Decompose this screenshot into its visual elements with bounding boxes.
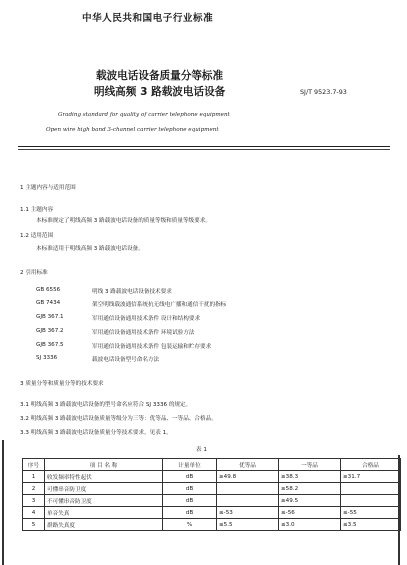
table-cell: ≥38.3: [279, 471, 341, 483]
table-row: [23, 507, 401, 519]
table-cell: 单音失真: [45, 507, 163, 519]
reference-code: GJB 367.2: [36, 328, 64, 334]
reference-title: 载波电话设备型号命名方法: [92, 357, 160, 363]
section-1-2-heading: 1.2 适用范围: [20, 233, 54, 239]
table-cell: dB: [163, 471, 217, 483]
english-title-line1: Grading standard for quality of carrier telephone equipment: [58, 112, 230, 118]
table-cell: 3: [23, 495, 45, 507]
title-rule-bottom: [18, 149, 390, 150]
reference-code: GB 6556: [36, 287, 61, 293]
table-cell: [217, 495, 279, 507]
doc-title-line2: 明线高频 3 路载波电话设备: [94, 86, 226, 98]
table-cell: ≤-53: [217, 507, 279, 519]
table-cell: ≤3.5: [341, 519, 401, 531]
table-row: [23, 483, 401, 495]
reference-title: 明线 3 路载波电话设备技术要求: [92, 289, 172, 295]
table-cell: 不可懂串音防卫度: [45, 495, 163, 507]
section-3-2-text: 3.2 明线高频 3 路载波电话设备质量等级分为三等：优等品、一等品、合格品。: [20, 416, 217, 422]
table-row: [23, 471, 401, 483]
reference-title: 架空明线载波通信系统抗无线电广播和通信干扰的指标: [92, 302, 227, 308]
english-title-line2: Open wire high band 3-channel carrier telephone equipment: [46, 127, 219, 133]
table-header-cell: 计量单位: [163, 459, 217, 471]
section-2-heading: 2 引用标准: [20, 270, 48, 276]
doc-title-line1: 载波电话设备质量分等标准: [96, 70, 224, 82]
table-cell: %: [163, 519, 217, 531]
table-cell: 可懂串音防卫度: [45, 483, 163, 495]
table-cell: ≤-56: [279, 507, 341, 519]
table-header-cell: 序号: [23, 459, 45, 471]
table-header-cell: 一等品: [279, 459, 341, 471]
table-cell: 1: [23, 471, 45, 483]
section-3-1-text: 3.1 明线高频 3 路载波电话设备的型号命名应符合 SJ 3336 的规定。: [20, 402, 192, 408]
section-1-1-heading: 1.1 主题内容: [20, 207, 54, 213]
table-cell: [217, 483, 279, 495]
table-cell: 2: [23, 483, 45, 495]
table-cell: ≤3.0: [279, 519, 341, 531]
reference-title: 军用通信设备通用技术条件 包装运输和贮存要求: [92, 344, 212, 350]
table-cell: 群路失真度: [45, 519, 163, 531]
table-cell: ≥49.8: [217, 471, 279, 483]
table-cell: [341, 483, 401, 495]
table-cell: dB: [163, 483, 217, 495]
table-cell: 5: [23, 519, 45, 531]
table-cell: ≤-55: [341, 507, 401, 519]
table-header-row: [23, 459, 401, 471]
section-3-3-text: 3.3 明线高频 3 路载波电话设备质量分等技术要求，见表 1。: [20, 430, 172, 436]
table-cell: dB: [163, 495, 217, 507]
reference-title: 军用通信设备通用技术条件 环境试验方法: [92, 330, 195, 336]
section-1-1-text: 本标准规定了明线高频 3 路载波电话设备的质量等级和质量等级要求。: [36, 218, 211, 224]
table-header-cell: 优等品: [217, 459, 279, 471]
header-title: 中华人民共和国电子行业标准: [82, 13, 214, 24]
table-row: [23, 495, 401, 507]
quality-table: [22, 458, 401, 531]
title-rule-top: [18, 146, 390, 147]
reference-code: GJB 367.5: [36, 342, 64, 348]
table-cell: ≤5.5: [217, 519, 279, 531]
table-caption: 表 1: [196, 447, 207, 453]
table-header-cell: 合格品: [341, 459, 401, 471]
table-cell: [341, 495, 401, 507]
reference-code: GB 7434: [36, 300, 61, 306]
table-row: [23, 519, 401, 531]
table-header-cell: 项 目 名 称: [45, 459, 163, 471]
doc-code: SJ/T 9523.7-93: [300, 88, 347, 96]
scan-edge-mark-left: [2, 440, 4, 565]
reference-code: SJ 3336: [36, 355, 58, 361]
reference-title: 军用通信设备通用技术条件 设计和结构要求: [92, 316, 201, 322]
table-cell: ≥31.7: [341, 471, 401, 483]
section-3-heading: 3 质量分等和质量分等的技术要求: [20, 381, 104, 387]
table-cell: 4: [23, 507, 45, 519]
reference-code: GJB 367.1: [36, 314, 64, 320]
table-cell: ≥49.5: [279, 495, 341, 507]
scan-edge-mark-right: [398, 455, 400, 565]
section-1-heading: 1 主题内容与适用范围: [20, 185, 76, 191]
table-cell: 收发频率特性起伏: [45, 471, 163, 483]
section-1-2-text: 本标准适用于明线高频 3 路载波电话设备。: [36, 246, 144, 252]
table-cell: ≥58.2: [279, 483, 341, 495]
table-cell: dB: [163, 507, 217, 519]
